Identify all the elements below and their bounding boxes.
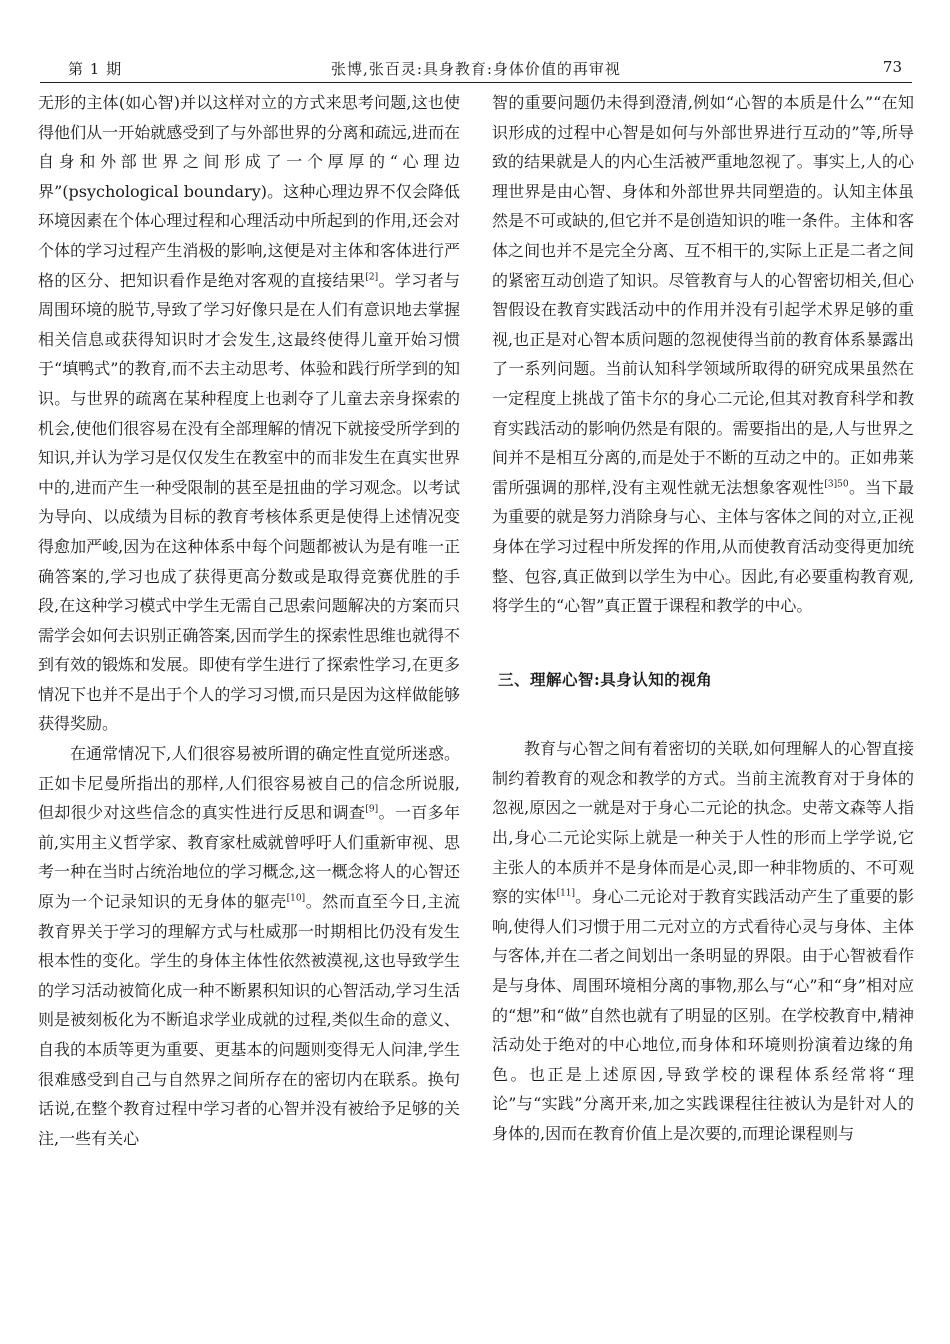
issue-number: 第 1 期 xyxy=(68,60,123,78)
section-heading: 三、理解心智:具身认知的视角 xyxy=(498,669,713,689)
right-column xyxy=(492,88,914,1149)
running-header xyxy=(40,52,912,83)
body-paragraph: 无形的主体(如心智)并以这样对立的方式来思考问题,这也使得他们从一开始就感受到了与外部世界的分离和疏远,进而在自身和外部世界之间形成了一个厚厚的“心理边界”(psychological boundary)。这种心理边界不仅会降低环境因素在个体心理过程和心理活动中所起到的作用,还会对个体的学习过程产生消极的影响,这便是对主体和客体进行严格的区分、把知识看作是绝对客观的直接结果[2]。学习者与周围环境的脱节,导致了学习好像只是在人们有意识地去掌握相关信息或获得知识时才会发生,这最终使得儿童开始习惯于“填鸭式”的教育,而不去主动思考、体验和践行所学到的知识。与世界的疏离在某种程度上也剥夺了儿童去亲身探索的机会,使他们很容易在没有全部理解的情况下就接受所学到的知识,并认为学习是仅仅发生在教室中的而非发生在真实世界中的,进而产生一种受限制的甚至是扭曲的学习观念。以考试为导向、以成绩为目标的教育考核体系更是使得上述情况变得愈加严峻,因为在这种体系中每个问题都被认为是有唯一正确答案的,学习也成了获得更高分数或是取得竞赛优胜的手段,在这种学习模式中学生无需自己思索问题解决的方案而只需学会如何去识别正确答案,因而学生的探索性思维也就得不到有效的锻炼和发展。即使有学生进行了探索性学习,在更多情况下也并不是出于个人的学习习惯,而只是因为这样做能够获得奖励。 xyxy=(38,93,460,734)
citation-ref: [2] xyxy=(365,272,379,283)
left-column xyxy=(38,88,460,1153)
body-paragraph: 智的重要问题仍未得到澄清,例如“心智的本质是什么”“在知识形成的过程中心智是如何与外部世界进行互动的”等,所导致的结果就是人的内心生活被严重地忽视了。事实上,人的心理世界是由心智、身体和外部世界共同塑造的。认知主体虽然是不可或缺的,但它并不是创造知识的唯一条件。主体和客体之间也并不是完全分离、互不相干的,实际上正是二者之间的紧密互动创造了知识。尽管教育与人的心智密切相关,但心智假设在教育实践活动中的作用并没有引起学术界足够的重视,也正是对心智本质问题的忽视使得当前的教育体系暴露出了一系列问题。当前认知科学领域所取得的研究成果虽然在一定程度上挑战了笛卡尔的身心二元论,但其对教育科学和教育实践活动的影响仍然是有限的。需要指出的是,人与世界之间并不是相互分离的,而是处于不断的互动之中的。正如弗莱雷所强调的那样,没有主观性就无法想象客观性$^{[3]50}$。当下最为重要的就是努力消除身与心、主体与客体之间的对立,正视身体在学习过程中所发挥的作用,从而使教育活动变得更加统整、包容,真正做到以学生为中心。因此,有必要重构教育观,将学生的“心智”真正置于课程和教学的中心。 xyxy=(492,93,914,616)
body-paragraph: 在通常情况下,人们很容易被所谓的确定性直觉所迷惑。正如卡尼曼所指出的那样,人们很容易被自己的信念所说服,但却很少对这些信念的真实性进行反思和调查[9]。一百多年前,实用主义哲学家、教育家杜威就曾呼吁人们重新审视、思考一种在当时占统治地位的学习概念,这一概念将人的心智还原为一个记录知识的无身体的躯壳[10]。然而直至今日,主流教育界关于学习的理解方式与杜威那一时期相比仍没有发生根本性的变化。学生的身体主体性依然被漠视,这也导致学生的学习活动被简化成一种不断累积知识的心智活动,学习生活则是被刻板化为不断追求学业成就的过程,类似生命的意义、自我的本质等更为重要、更基本的问题则变得无人问津,学生很难感受到自己与自然界之间所存在的密切内在联系。换句话说,在整个教育过程中学习者的心智并没有被给予足够的关注,一些有关心 xyxy=(38,744,460,1148)
citation-ref: [9] xyxy=(365,804,379,815)
page-number: 73 xyxy=(882,58,902,76)
citation-ref: [11] xyxy=(556,888,576,899)
body-paragraph: 教育与心智之间有着密切的关联,如何理解人的心智直接制约着教育的观念和教学的方式。当前主流教育对于身体的忽视,原因之一就是对于身心二元论的执念。史蒂文森等人指出,身心二元论实际上就是一种关于人性的形而上学学说,它主张人的本质并不是身体而是心灵,即一种非物质的、不可观察的实体[11]。身心二元论对于教育实践活动产生了重要的影响,使得人们习惯于用二元对立的方式看待心灵与身体、主体与客体,并在二者之间划出一条明显的界限。由于心智被看作是与身体、周围环境相分离的事物,那么与“心”和“身”相对应的“想”和“做”自然也就有了明显的区别。在学校教育中,精神活动处于绝对的中心地位,而身体和环境则扮演着边缘的角色。也正是上述原因,导致学校的课程体系经常将“理论”与“实践”分离开来,加之实践课程往往被认为是针对人的身体的,因而在教育价值上是次要的,而理论课程则与 xyxy=(492,739,914,1143)
running-title: 张博,张百灵:具身教育:身体价值的再审视 xyxy=(331,60,621,78)
citation-ref: [3]50 xyxy=(824,479,849,490)
citation-ref: [10] xyxy=(286,893,306,904)
